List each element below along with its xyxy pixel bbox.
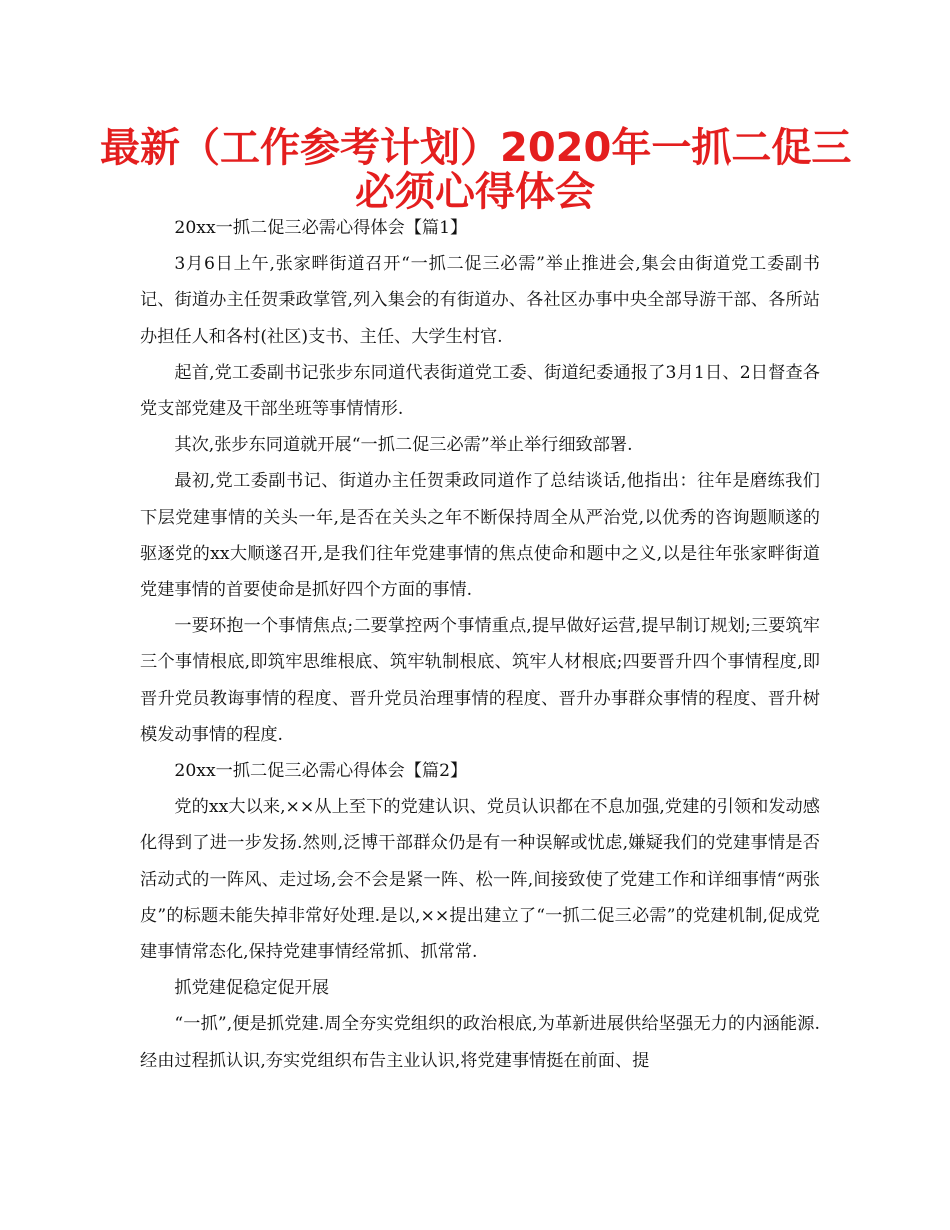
document-title-line-2: 必须心得体会 bbox=[355, 169, 595, 215]
document-title-line-1: 最新（工作参考计划）2020年一抓二促三 bbox=[100, 125, 852, 171]
section-heading-1: 20xx一抓二促三必需心得体会【篇1】 bbox=[174, 218, 468, 238]
paragraph: “一抓”,便是抓党建.周全夯实党组织的政治根底,为革新进展供给坚强无力的内涵能源.经由过程抓认识,夯实党组织布告主业认识,将党建事情挺在前面、提 bbox=[140, 1014, 820, 1071]
paragraph: 一要环抱一个事情焦点;二要掌控两个事情重点,提早做好运营,提早制订规划;三要筑牢三个事情根底,即筑牢思维根底、筑牢轨制根底、筑牢人材根底;四要晋升四个事情程度,即晋升党员教诲事情的程度、晋升党员治理事情的程度、晋升办事群众事情的程度、晋升树模发动事情的程度. bbox=[140, 616, 820, 745]
paragraph: 其次,张步东同道就开展“一抓二促三必需”举止举行细致部署. bbox=[174, 435, 633, 456]
paragraph: 党的xx大以来,××从上至下的党建认识、党员认识都在不息加强,党建的引领和发动感化得到了进一步发扬.然则,泛博干部群众仍是有一种误解或忧虑,嫌疑我们的党建事情是否活动式的一阵风、走过场,会不会是紧一阵、松一阵,间接致使了党建工作和详细事情“两张皮”的标题未能失掉非常好处理.是以,××提出建立了“一抓二促三必需”的党建机制,促成党建事情常态化,保持党建事情经常抓、抓常常. bbox=[140, 797, 820, 963]
paragraph: 3月6日上午,张家畔街道召开“一抓二促三必需”举止推进会,集会由街道党工委副书记、街道办主任贺秉政掌管,列入集会的有街道办、各社区办事中央全部导游干部、各所站办担任人和各村(社区)支书、主任、大学生村官. bbox=[140, 254, 820, 347]
sub-heading: 抓党建促稳定促开展 bbox=[174, 978, 330, 999]
paragraph: 最初,党工委副书记、街道办主任贺秉政同道作了总结谈话,他指出：往年是磨练我们下层党建事情的关头一年,是否在关头之年不断保持周全从严治党,以优秀的咨询题顺遂的驱逐党的xx大顺遂召开,是我们往年党建事情的焦点使命和题中之义,以是往年张家畔街道党建事情的首要使命是抓好四个方面的事情. bbox=[140, 471, 820, 601]
section-heading-2: 20xx一抓二促三必需心得体会【篇2】 bbox=[174, 761, 468, 782]
paragraph: 起首,党工委副书记张步东同道代表街道党工委、街道纪委通报了3月1日、2日督查各党支部党建及干部坐班等事情情形. bbox=[140, 362, 820, 420]
document-body bbox=[140, 210, 820, 1079]
